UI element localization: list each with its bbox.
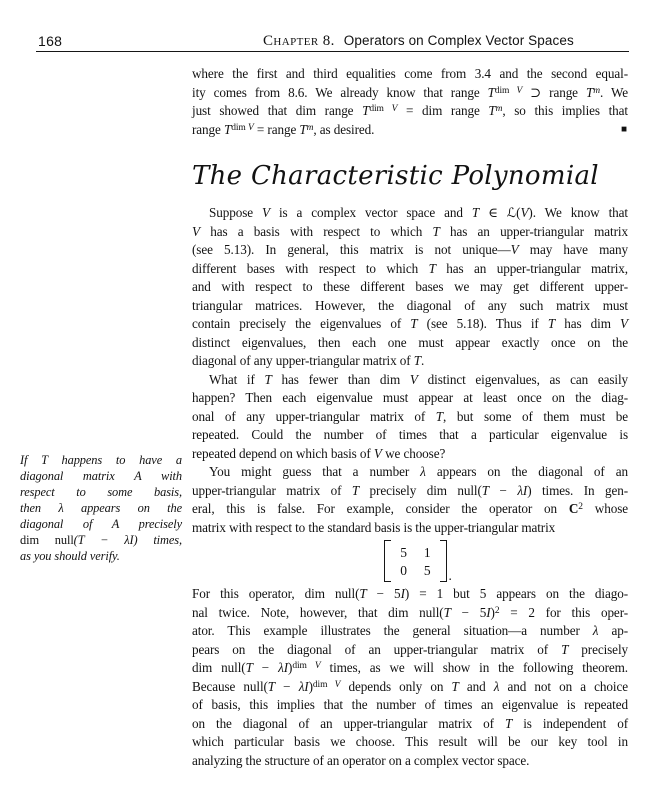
text-line: What if T has fewer than dim V distinct eigenvalues, as can easily: [209, 371, 628, 387]
text-line: respect to some basis,: [20, 485, 182, 499]
text-line: onal of any upper-triangular matrix of T, but some of them must be: [192, 408, 628, 424]
text-line: diagonal matrix A with: [20, 469, 182, 483]
paragraph-what-if: [192, 371, 628, 464]
text-line: nal twice. Note, however, that dim null(T − 5I)$^2$ = 2 for this oper-: [192, 604, 629, 620]
text-line: triangular matrices. However, the diagonal of any such matrix must: [192, 297, 628, 313]
text-line: For this operator, dim null(T − 5I) = 1 but 5 appears on the diago-: [192, 586, 628, 601]
text-line: range $T^{dim V}$ = range $T^m$, as desired.: [192, 121, 375, 137]
text-line: which particular basis we choose. This result will be our key tool in: [192, 734, 628, 749]
paragraph-suppose: [192, 204, 628, 371]
text-line: different bases with respect to which T has an upper-triangular matrix,: [192, 260, 628, 276]
text-line: If T happens to have a: [20, 453, 182, 467]
matrix-entry: 5: [400, 544, 407, 560]
text-line: V has a basis with respect to which T has an upper-triangular matrix: [192, 223, 628, 239]
margin-note: [20, 452, 182, 564]
text-line: where the first and third equalities come from 3.4 and the second equal-: [192, 66, 628, 81]
text-line: eral, this is false. For example, consider the operator on $C^2$ whose: [192, 501, 628, 516]
paragraph-you-might-guess: [192, 463, 628, 537]
text-line: matrix with respect to the standard basis is the upper-triangular matrix: [192, 519, 556, 535]
text-line: then λ appears on the: [20, 501, 183, 515]
text-line: dim null(T − λI) times,: [20, 533, 182, 547]
text-line: and with respect to these different bases we may get different upper-: [192, 279, 628, 294]
text-line: ator. This example illustrates the general situation—a number λ ap-: [192, 623, 628, 638]
text-line: pears on the diagonal of an upper-triangular matrix of T precisely: [192, 641, 628, 657]
text-line: diagonal of any upper-triangular matrix of T.: [192, 353, 425, 368]
text-line: dim null(T − λI)$^{dim V}$ times, as we will show in the following theorem.: [192, 660, 628, 675]
text-line: happen? Then each eigenvalue must appear at least once on the diag-: [192, 390, 628, 405]
qed-square-icon: ■: [621, 124, 627, 135]
text-line: analyzing the structure of an operator on a complex vector space.: [192, 752, 530, 768]
text-line: just showed that dim range $T^{dim V}$ = dim range $T^m$, so this implies that: [192, 103, 628, 118]
text-line: as you should verify.: [20, 549, 120, 563]
chapter-label: Chapter 8.: [263, 33, 335, 49]
page-number: 168: [38, 33, 63, 49]
matrix-left-bracket: [384, 540, 391, 582]
text-line: contain precisely the eigenvalues of T (see 5.18). Thus if T has dim V: [192, 316, 628, 331]
matrix-entry: 1: [423, 544, 431, 560]
matrix-entries: [391, 540, 439, 582]
matrix-entry: 5: [423, 562, 431, 578]
text-column: [192, 65, 628, 770]
text-line: of basis, this implies that the number of times an eigenvalue is repeated: [192, 697, 628, 712]
text-line: (see 5.13). In general, this matrix is not unique—V may have many: [192, 242, 628, 257]
matrix-entry: 0: [400, 562, 407, 578]
header-rule: [36, 51, 629, 52]
text-line: Suppose V is a complex vector space and T ∈ ℒ(V). We know that: [209, 205, 628, 220]
section-heading: The Characteristic Polynomial: [192, 161, 599, 191]
paragraph-proof-end: [192, 65, 628, 139]
matrix-period: .: [448, 568, 452, 583]
text-line: on the diagonal of an upper-triangular matrix of T is independent of: [192, 715, 628, 731]
text-line: diagonal of A precisely: [20, 517, 182, 531]
text-line: repeated depend on which basis of V we choose?: [192, 445, 446, 461]
text-line: Because null(T − λI)$^{dim V}$ depends only on T and λ and not on a choice: [192, 678, 628, 694]
text-line: ity comes from 8.6. We already know that range $T^{dim V}$ ⊃ range $T^m$. We: [192, 84, 628, 100]
chapter-title: Operators on Complex Vector Spaces: [343, 33, 574, 48]
matrix-display: [208, 540, 628, 582]
text-line: distinct eigenvalues, then each one must appear exactly once on the: [192, 334, 628, 350]
running-head: [263, 32, 574, 50]
paragraph-for-this-operator: [192, 585, 628, 770]
matrix-right-bracket: [440, 540, 447, 582]
text-line: You might guess that a number λ appears on the diagonal of an: [209, 464, 628, 479]
text-line: upper-triangular matrix of T precisely dim null(T − λI) times. In gen-: [192, 482, 628, 498]
text-line: repeated. Could the number of times that a particular eigenvalue is: [192, 427, 628, 442]
